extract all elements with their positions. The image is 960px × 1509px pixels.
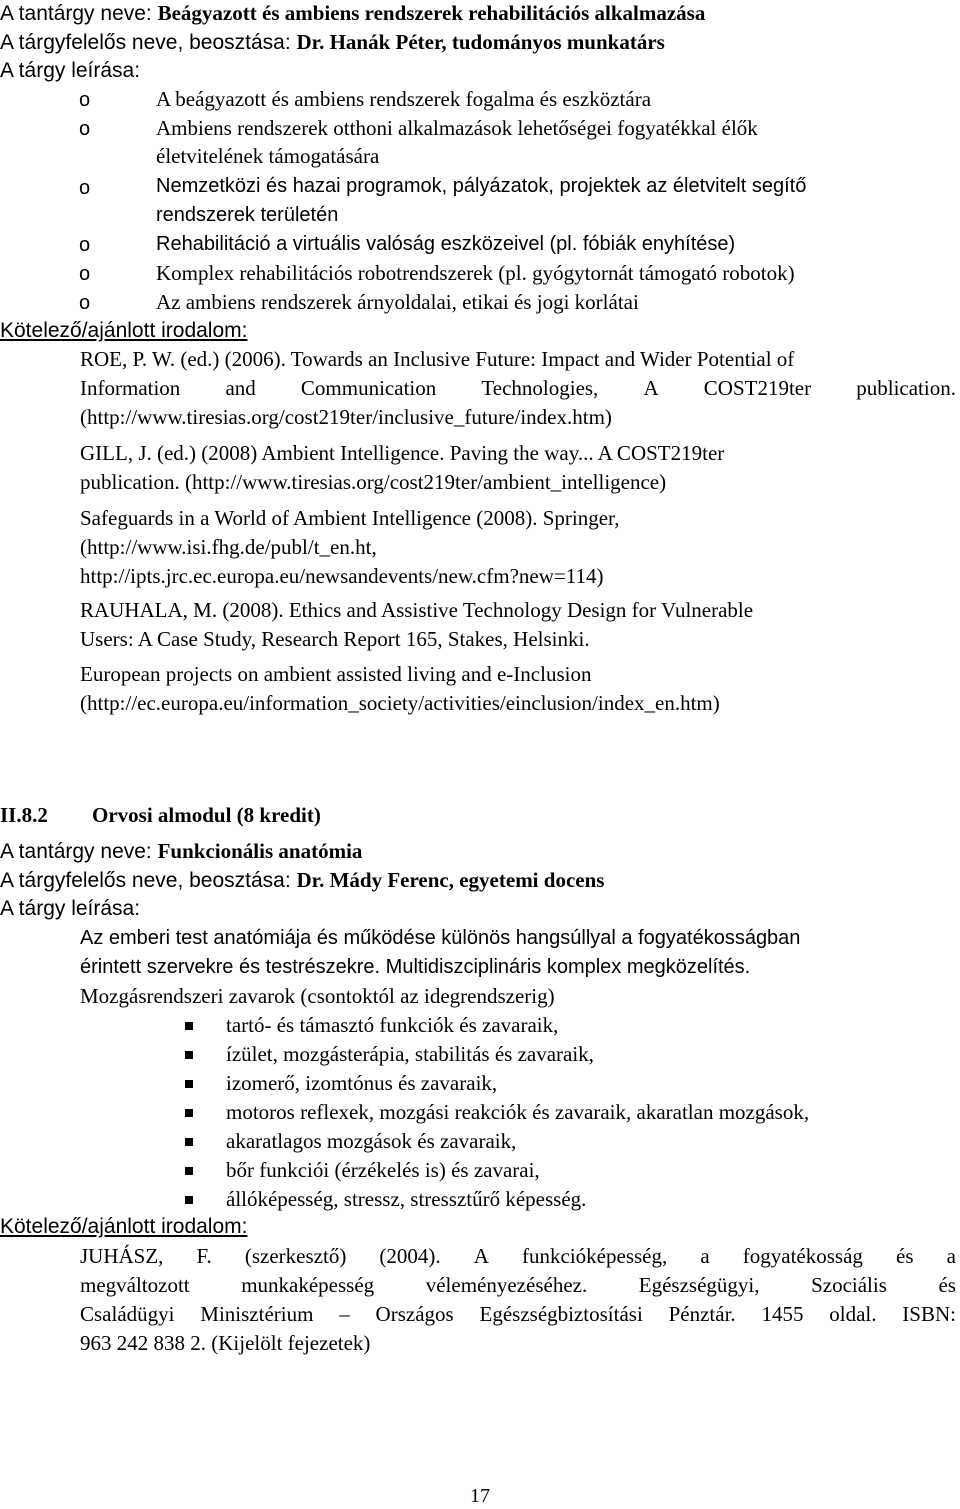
reference-line: European projects on ambient assisted living and e-Inclusion bbox=[80, 662, 592, 686]
square-bullet-icon bbox=[185, 1080, 193, 1088]
reference-line: (http://ec.europa.eu/information_society/activities/einclusion/index_en.htm) bbox=[80, 691, 720, 715]
description-line: Az emberi test anatómiája és működése különös hangsúllyal a fogyatékosságban bbox=[80, 927, 801, 949]
reference-line: RAUHALA, M. (2008). Ethics and Assistive Technology Design for Vulnerable bbox=[80, 598, 754, 622]
square-bullet-icon bbox=[185, 1196, 193, 1204]
description-line: Mozgásrendszeri zavarok (csontoktól az idegrendszerig) bbox=[80, 984, 555, 1008]
course1-literature-label: Kötelező/ajánlott irodalom: bbox=[0, 319, 248, 342]
square-bullet-icon bbox=[185, 1022, 193, 1030]
course2-literature-label: Kötelező/ajánlott irodalom: bbox=[0, 1215, 248, 1238]
reference-line-justified: Information and Communication Technologies, A COST219ter publication. bbox=[80, 376, 956, 400]
list-item: ízület, mozgásterápia, stabilitás és zavaraik, bbox=[226, 1042, 594, 1066]
section-number: II.8.2 bbox=[0, 803, 48, 827]
square-bullet-icon bbox=[185, 1138, 193, 1146]
course1-owner: Dr. Hanák Péter, tudományos munkatárs bbox=[296, 30, 665, 54]
topic-item: Nemzetközi és hazai programok, pályázatok, projektek az életvitelt segítő bbox=[156, 175, 807, 197]
square-bullet-icon bbox=[185, 1167, 193, 1175]
bullet-marker: o bbox=[79, 177, 91, 199]
course1-owner-line bbox=[0, 29, 665, 56]
course2-name-line bbox=[0, 838, 362, 865]
square-bullet-icon bbox=[185, 1051, 193, 1059]
bullet-marker: o bbox=[79, 292, 91, 314]
reference-line: Safeguards in a World of Ambient Intelligence (2008). Springer, bbox=[80, 506, 620, 530]
topic-item: A beágyazott és ambiens rendszerek fogalma és eszköztára bbox=[156, 87, 652, 111]
topic-item: Ambiens rendszerek otthoni alkalmazások lehetőségei fogyatékkal élők bbox=[156, 116, 758, 140]
course2-name: Funkcionális anatómia bbox=[157, 839, 363, 863]
reference-line: (http://www.isi.fhg.de/publ/t_en.ht, bbox=[80, 535, 377, 559]
course2-name-label: A tantárgy neve: bbox=[0, 840, 158, 863]
reference-line-justified: megváltozott munkaképesség véleményezéséhez. Egészségügyi, Szociális és bbox=[80, 1273, 956, 1297]
description-line: érintett szervekre és testrészekre. Multidiszciplináris komplex megközelítés. bbox=[80, 956, 751, 978]
list-item: bőr funkciói (érzékelés is) és zavarai, bbox=[226, 1158, 540, 1182]
list-item: állóképesség, stressz, stressztűrő képesség. bbox=[226, 1187, 587, 1211]
course1-owner-label: A tárgyfelelős neve, beosztása: bbox=[0, 31, 297, 54]
reference-line: publication. (http://www.tiresias.org/cost219ter/ambient_intelligence) bbox=[80, 470, 667, 494]
bullet-marker: o bbox=[79, 118, 91, 140]
list-item: tartó- és támasztó funkciók és zavaraik, bbox=[226, 1013, 559, 1037]
course2-owner-label: A tárgyfelelős neve, beosztása: bbox=[0, 869, 297, 892]
topic-item: Komplex rehabilitációs robotrendszerek (pl. gyógytornát támogató robotok) bbox=[156, 261, 795, 285]
course1-name-line bbox=[0, 0, 705, 27]
topic-item-continuation: életvitelének támogatására bbox=[156, 144, 380, 168]
topic-item: Az ambiens rendszerek árnyoldalai, etikai és jogi korlátai bbox=[156, 290, 639, 314]
reference-line: 963 242 838 2. (Kijelölt fejezetek) bbox=[80, 1331, 371, 1355]
reference-line: GILL, J. (ed.) (2008) Ambient Intelligence. Paving the way... A COST219ter bbox=[80, 441, 725, 465]
section-title: Orvosi almodul (8 kredit) bbox=[92, 803, 321, 827]
topic-item-continuation: rendszerek területén bbox=[156, 204, 339, 226]
course1-name: Beágyazott és ambiens rendszerek rehabilitációs alkalmazása bbox=[157, 1, 706, 25]
bullet-marker: o bbox=[79, 234, 91, 256]
list-item: izomerő, izomtónus és zavaraik, bbox=[226, 1071, 498, 1095]
course1-name-label: A tantárgy neve: bbox=[0, 2, 158, 25]
page-number: 17 bbox=[470, 1485, 490, 1507]
reference-line-justified: JUHÁSZ, F. (szerkesztő) (2004). A funkcióképesség, a fogyatékosság és a bbox=[80, 1244, 956, 1268]
reference-line: Users: A Case Study, Research Report 165, Stakes, Helsinki. bbox=[80, 627, 590, 651]
topic-item: Rehabilitáció a virtuális valóság eszközeivel (pl. fóbiák enyhítése) bbox=[156, 233, 736, 255]
bullet-marker: o bbox=[79, 89, 91, 111]
list-item: motoros reflexek, mozgási reakciók és zavaraik, akaratlan mozgások, bbox=[226, 1100, 810, 1124]
course2-owner-line bbox=[0, 867, 604, 894]
bullet-marker: o bbox=[79, 263, 91, 285]
course1-desc-label: A tárgy leírása: bbox=[0, 59, 141, 82]
course2-desc-label: A tárgy leírása: bbox=[0, 897, 141, 920]
reference-line: http://ipts.jrc.ec.europa.eu/newsandevents/new.cfm?new=114) bbox=[80, 564, 604, 588]
reference-line-justified: Családügyi Minisztérium – Országos Egészségbiztosítási Pénztár. 1455 oldal. ISBN: bbox=[80, 1302, 956, 1326]
square-bullet-icon bbox=[185, 1109, 193, 1117]
reference-line: ROE, P. W. (ed.) (2006). Towards an Inclusive Future: Impact and Wider Potential of bbox=[80, 347, 795, 371]
list-item: akaratlagos mozgások és zavaraik, bbox=[226, 1129, 517, 1153]
course2-owner: Dr. Mády Ferenc, egyetemi docens bbox=[296, 868, 605, 892]
reference-line: (http://www.tiresias.org/cost219ter/inclusive_future/index.htm) bbox=[80, 405, 612, 429]
